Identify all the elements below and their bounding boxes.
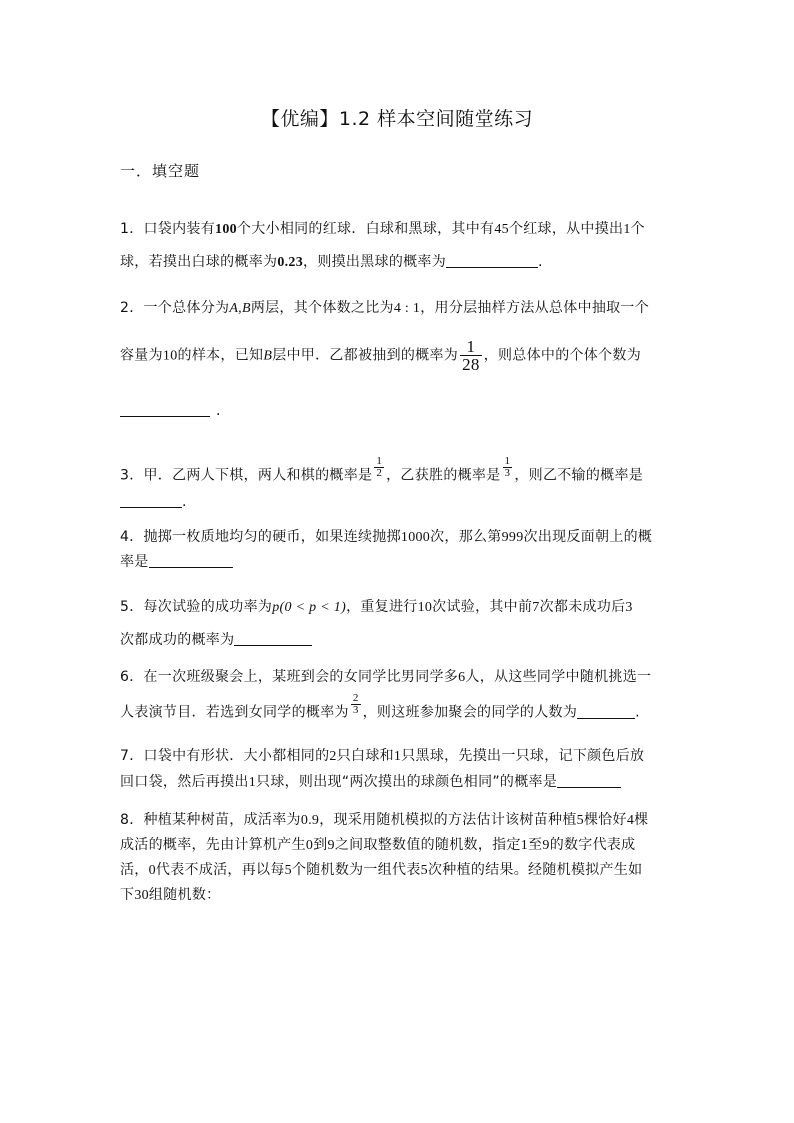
question-8-line-2: 成活的概率，先由计算机产生0到9之间取整数值的随机数，指定1至9的数字代表成 xyxy=(120,837,636,853)
question-1-line-1: 1．口袋内装有100个大小相同的红球．白球和黑球，其中有45个红球，从中摸出1个 xyxy=(120,221,645,237)
fraction-1-3: $\frac{1}{3}$ xyxy=(504,455,511,479)
answer-blank[interactable] xyxy=(120,401,210,417)
question-3-line-1: 3．甲．乙两人下棋，两人和棋的概率是 $\frac{1}{2}$ ，乙获胜的概率是 $\frac{1}{3}$ ，则乙不输的概率是 xyxy=(120,455,644,484)
answer-blank[interactable] xyxy=(234,630,312,646)
answer-blank[interactable] xyxy=(577,703,635,719)
answer-blank[interactable] xyxy=(557,772,621,788)
section-heading: 一．填空题 xyxy=(120,162,201,180)
question-2-line-2: 容量为10的样本，已知B层中甲．乙都被抽到的概率为 $\frac{1}{28}$ ，则总体中的个体个数为 xyxy=(120,337,642,374)
question-6-line-1: 6．在一次班级聚会上，某班到会的女同学比男同学多6人，从这些同学中随机挑选一 xyxy=(120,669,652,685)
question-2-line-1: 2．一个总体分为A,B两层，其个体数之比为4 : 1，用分层抽样方法从总体中抽取一个 xyxy=(120,300,650,316)
fraction-1-28: $\frac{1}{28}$ xyxy=(462,337,480,374)
question-5-line-1: 5．每次试验的成功率为p(0 < p < 1)，重复进行10次试验，其中前7次都未成功后3 xyxy=(120,599,633,615)
question-4-line-1: 4．抛掷一枚质地均匀的硬币，如果连续抛掷1000次，那么第999次出现反面朝上的概 xyxy=(120,529,653,545)
question-5-line-2: 次都成功的概率为 xyxy=(120,629,312,649)
question-8-line-4: 下30组随机数： xyxy=(120,887,221,903)
fraction-1-2: $\frac{1}{2}$ xyxy=(376,455,383,479)
question-7-line-1: 7．口袋中有形状．大小都相同的2只白球和1只黑球，先摸出一只球，记下颜色后放 xyxy=(120,748,645,764)
answer-blank[interactable] xyxy=(149,552,233,568)
question-1-line-2: 球，若摸出白球的概率为0.23，则摸出黑球的概率为 . xyxy=(120,254,543,270)
page-title: 【优编】1.2 样本空间随堂练习 xyxy=(260,108,534,130)
question-8-line-3: 活，0代表不成活，再以每5个随机数为一组代表5次种植的结果。经随机模拟产生如 xyxy=(120,862,643,878)
question-7-line-2: 回口袋，然后再摸出1只球，则出现“两次摸出的球颜色相同”的概率是 xyxy=(120,771,621,791)
answer-blank[interactable] xyxy=(446,252,538,268)
question-4-line-2: 率是 xyxy=(120,551,233,571)
question-8-line-1: 8．种植某种树苗，成活率为0.9，现采用随机模拟的方法估计该树苗种植5棵恰好4棵 xyxy=(120,812,649,828)
question-3-line-2: . xyxy=(120,492,187,510)
fraction-2-3: $\frac{2}{3}$ xyxy=(352,692,359,716)
question-2-line-3: . xyxy=(120,401,221,419)
question-6-line-2: 人表演节目．若选到女同学的概率为 $\frac{2}{3}$ ，则这班参加聚会的同学的人数为 . xyxy=(120,692,640,721)
answer-blank[interactable] xyxy=(120,492,182,508)
